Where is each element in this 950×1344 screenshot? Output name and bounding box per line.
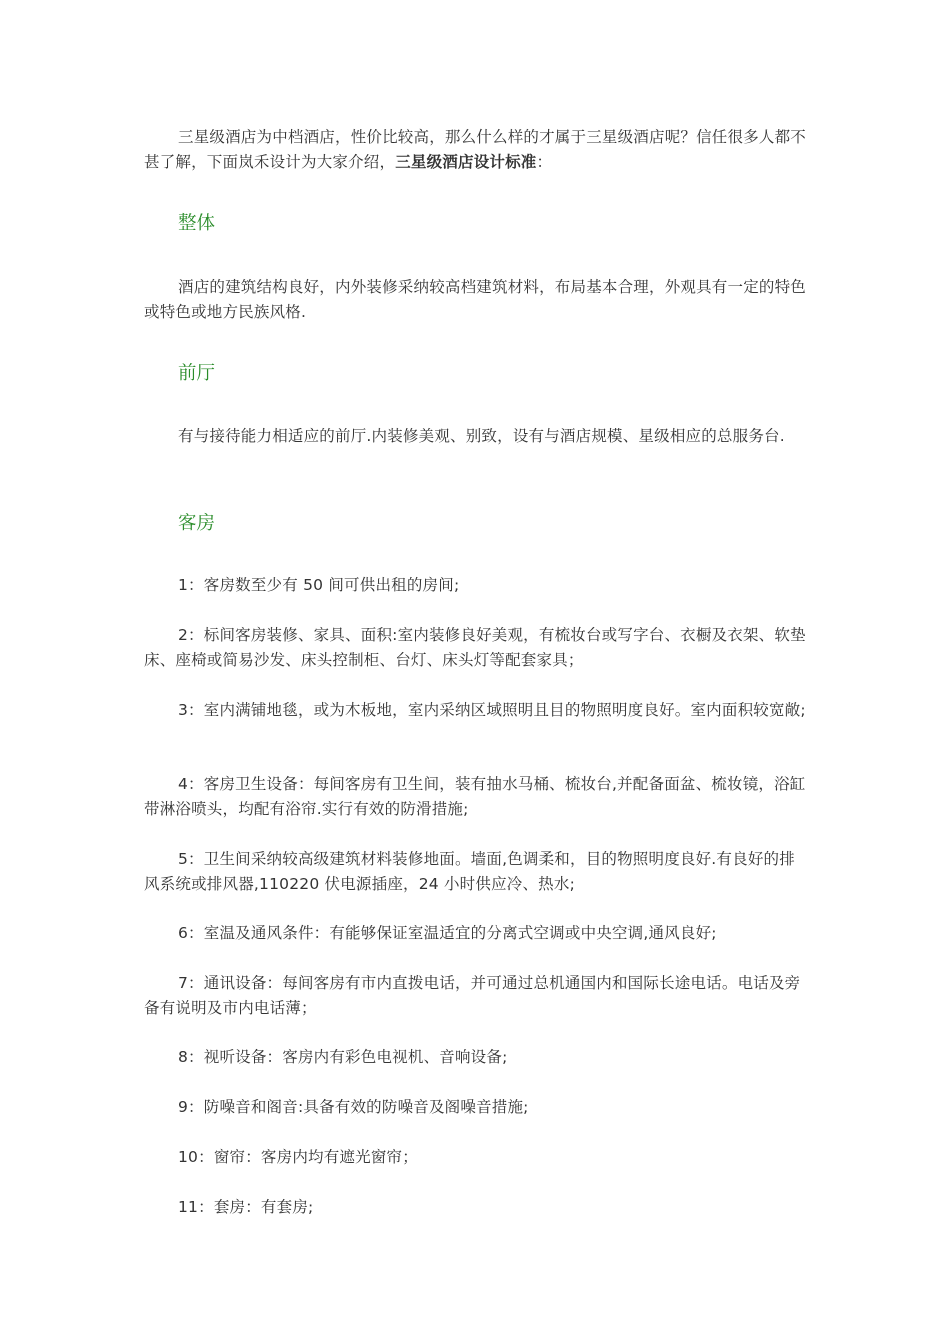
rooms-item-11: 11：套房：有套房; bbox=[178, 1198, 314, 1216]
section-heading-lobby: 前厅 bbox=[178, 363, 216, 384]
lobby-paragraph: 有与接待能力相适应的前厅.内装修美观、别致，设有与酒店规模、星级相应的总服务台. bbox=[178, 427, 785, 445]
intro-text: 三星级酒店为中档酒店，性价比较高，那么什么样的才属于三星级酒店呢？信任很多人都不甚了解，下面岚禾设计为大家介绍， bbox=[144, 128, 807, 171]
rooms-item-3: 3：室内满铺地毯，或为木板地，室内采纳区域照明且目的物照明度良好。室内面积较宽敞; bbox=[178, 701, 806, 719]
rooms-item-7: 7：通讯设备：每间客房有市内直拨电话，并可通过总机通国内和国际长途电话。电话及旁备有说明及市内电话薄； bbox=[144, 974, 801, 1017]
rooms-item-2: 2：标间客房装修、家具、面积:室内装修良好美观，有梳妆台或写字台、衣橱及衣架、软垫床、座椅或简易沙发、床头控制柜、台灯、床头灯等配套家具； bbox=[144, 626, 806, 669]
intro-bold-title: 三星级酒店设计标准 bbox=[395, 153, 537, 171]
rooms-item-10: 10：窗帘：客房内均有遮光窗帘； bbox=[178, 1148, 418, 1166]
rooms-item-8: 8：视听设备：客房内有彩色电视机、音响设备; bbox=[178, 1048, 508, 1066]
rooms-item-1: 1：客房数至少有 50 间可供出租的房间; bbox=[178, 576, 460, 594]
intro-paragraph bbox=[144, 125, 806, 175]
rooms-item-5: 5：卫生间采纳较高级建筑材料装修地面。墙面,色调柔和，目的物照明度良好.有良好的排风系统或排风器,110220 伏电源插座，24 小时供应冷、热水; bbox=[144, 850, 795, 893]
rooms-item-9: 9：防噪音和阁音:具备有效的防噪音及阁噪音措施; bbox=[178, 1098, 529, 1116]
rooms-item-4: 4：客房卫生设备：每间客房有卫生间，装有抽水马桶、梳妆台,并配备面盆、梳妆镜，浴缸带淋浴喷头，均配有浴帘.实行有效的防滑措施; bbox=[144, 775, 806, 818]
rooms-item-6: 6：室温及通风条件：有能够保证室温适宜的分离式空调或中央空调,通风良好; bbox=[178, 924, 717, 942]
section-heading-rooms: 客房 bbox=[178, 513, 216, 534]
intro-tail: ： bbox=[536, 153, 553, 171]
overall-paragraph: 酒店的建筑结构良好，内外装修采纳较高档建筑材料，布局基本合理，外观具有一定的特色或特色或地方民族风格. bbox=[144, 278, 807, 321]
section-heading-overall: 整体 bbox=[178, 213, 216, 234]
